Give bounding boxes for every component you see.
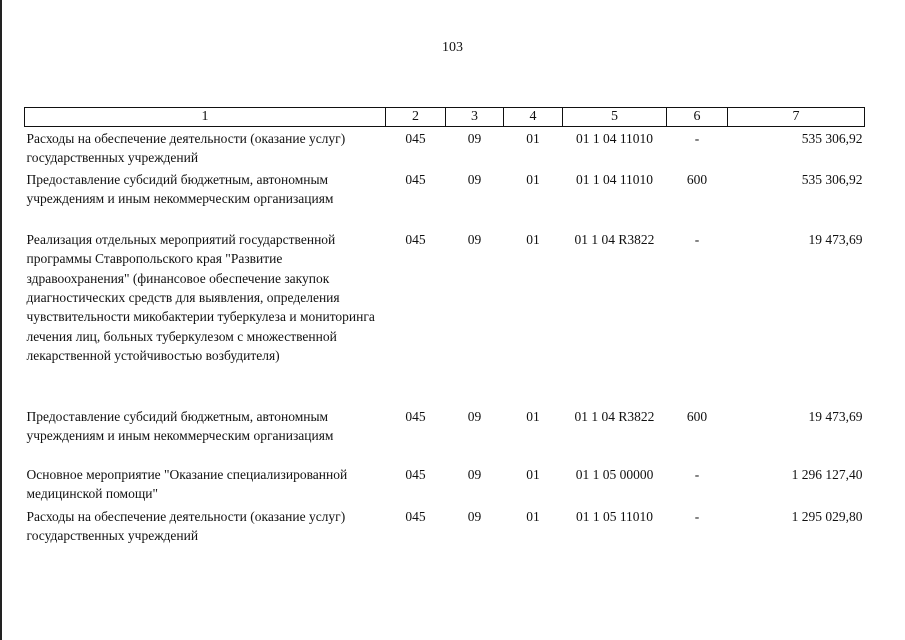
row-amount: 535 306,92 [801,171,863,187]
column-header-1: 1 [25,108,386,127]
table-row [25,127,865,168]
column-header-4: 4 [504,108,563,127]
row-name: Расходы на обеспечение деятельности (оказание услуг) государственных учреждений [26,131,346,166]
row-amount: 19 473,69 [808,408,863,424]
row-code-6: - [694,508,700,524]
row-code-2: 045 [405,466,426,482]
row-code-6: - [694,231,700,247]
row-name: Основное мероприятие "Оказание специализированной медицинской помощи" [26,466,348,502]
table-row [25,228,865,405]
row-code-3: 09 [467,231,482,247]
row-amount: 1 296 127,40 [791,466,863,482]
row-code-5: 01 1 04 11010 [575,131,654,146]
column-header-3: 3 [446,108,504,127]
row-code-2: 045 [405,231,426,247]
row-code-3: 09 [467,171,482,187]
row-code-4: 01 [526,408,540,424]
row-amount: 535 306,92 [801,131,863,146]
row-code-4: 01 [526,231,540,247]
row-code-6: - [694,466,700,482]
row-code-6: - [694,131,700,146]
row-code-3: 09 [467,408,482,424]
column-header-5: 5 [563,108,667,127]
row-name: Предоставление субсидий бюджетным, автономным учреждениям и иным некоммерческим организациям [26,408,334,444]
column-header-7: 7 [728,108,865,127]
row-amount: 19 473,69 [808,231,863,247]
left-margin-rule [0,0,2,640]
row-amount: 1 295 029,80 [791,508,863,524]
table-row [25,463,865,505]
row-code-2: 045 [405,508,426,524]
row-code-6: 600 [686,171,708,187]
row-code-4: 01 [526,508,540,524]
table-row [25,505,865,546]
row-code-3: 09 [467,131,482,146]
row-code-4: 01 [526,171,540,187]
column-header-2: 2 [386,108,446,127]
row-code-5: 01 1 04 R3822 [574,231,655,247]
row-code-2: 045 [405,171,426,187]
page-number: 103 [442,40,463,55]
row-code-4: 01 [526,131,540,146]
row-name: Реализация отдельных мероприятий государственной программы Ставропольского края "Развитие здравоохранения" (финансовое обеспечение закупок диагностических средств для выявления, определения чувствительности микобактерии туберкулеза и мониторинга лечения лиц, больных туберкулезом с множественной лекарственной устойчивостью возбудителя) [26,231,375,364]
row-code-6: 600 [686,408,708,424]
row-code-3: 09 [467,508,482,524]
table-header-row [25,108,865,127]
row-name: Предоставление субсидий бюджетным, автономным учреждениям и иным некоммерческим организациям [26,171,334,207]
row-code-4: 01 [526,466,540,482]
table-row [25,405,865,463]
budget-table [24,107,865,546]
row-code-5: 01 1 05 00000 [575,466,654,482]
column-header-6: 6 [667,108,728,127]
row-code-3: 09 [467,466,482,482]
row-code-2: 045 [405,408,426,424]
row-code-5: 01 1 05 11010 [575,508,654,524]
row-code-5: 01 1 04 R3822 [574,408,655,424]
row-name: Расходы на обеспечение деятельности (оказание услуг) государственных учреждений [26,508,346,544]
table-row [25,168,865,228]
row-code-2: 045 [405,131,426,146]
row-code-5: 01 1 04 11010 [575,171,654,187]
